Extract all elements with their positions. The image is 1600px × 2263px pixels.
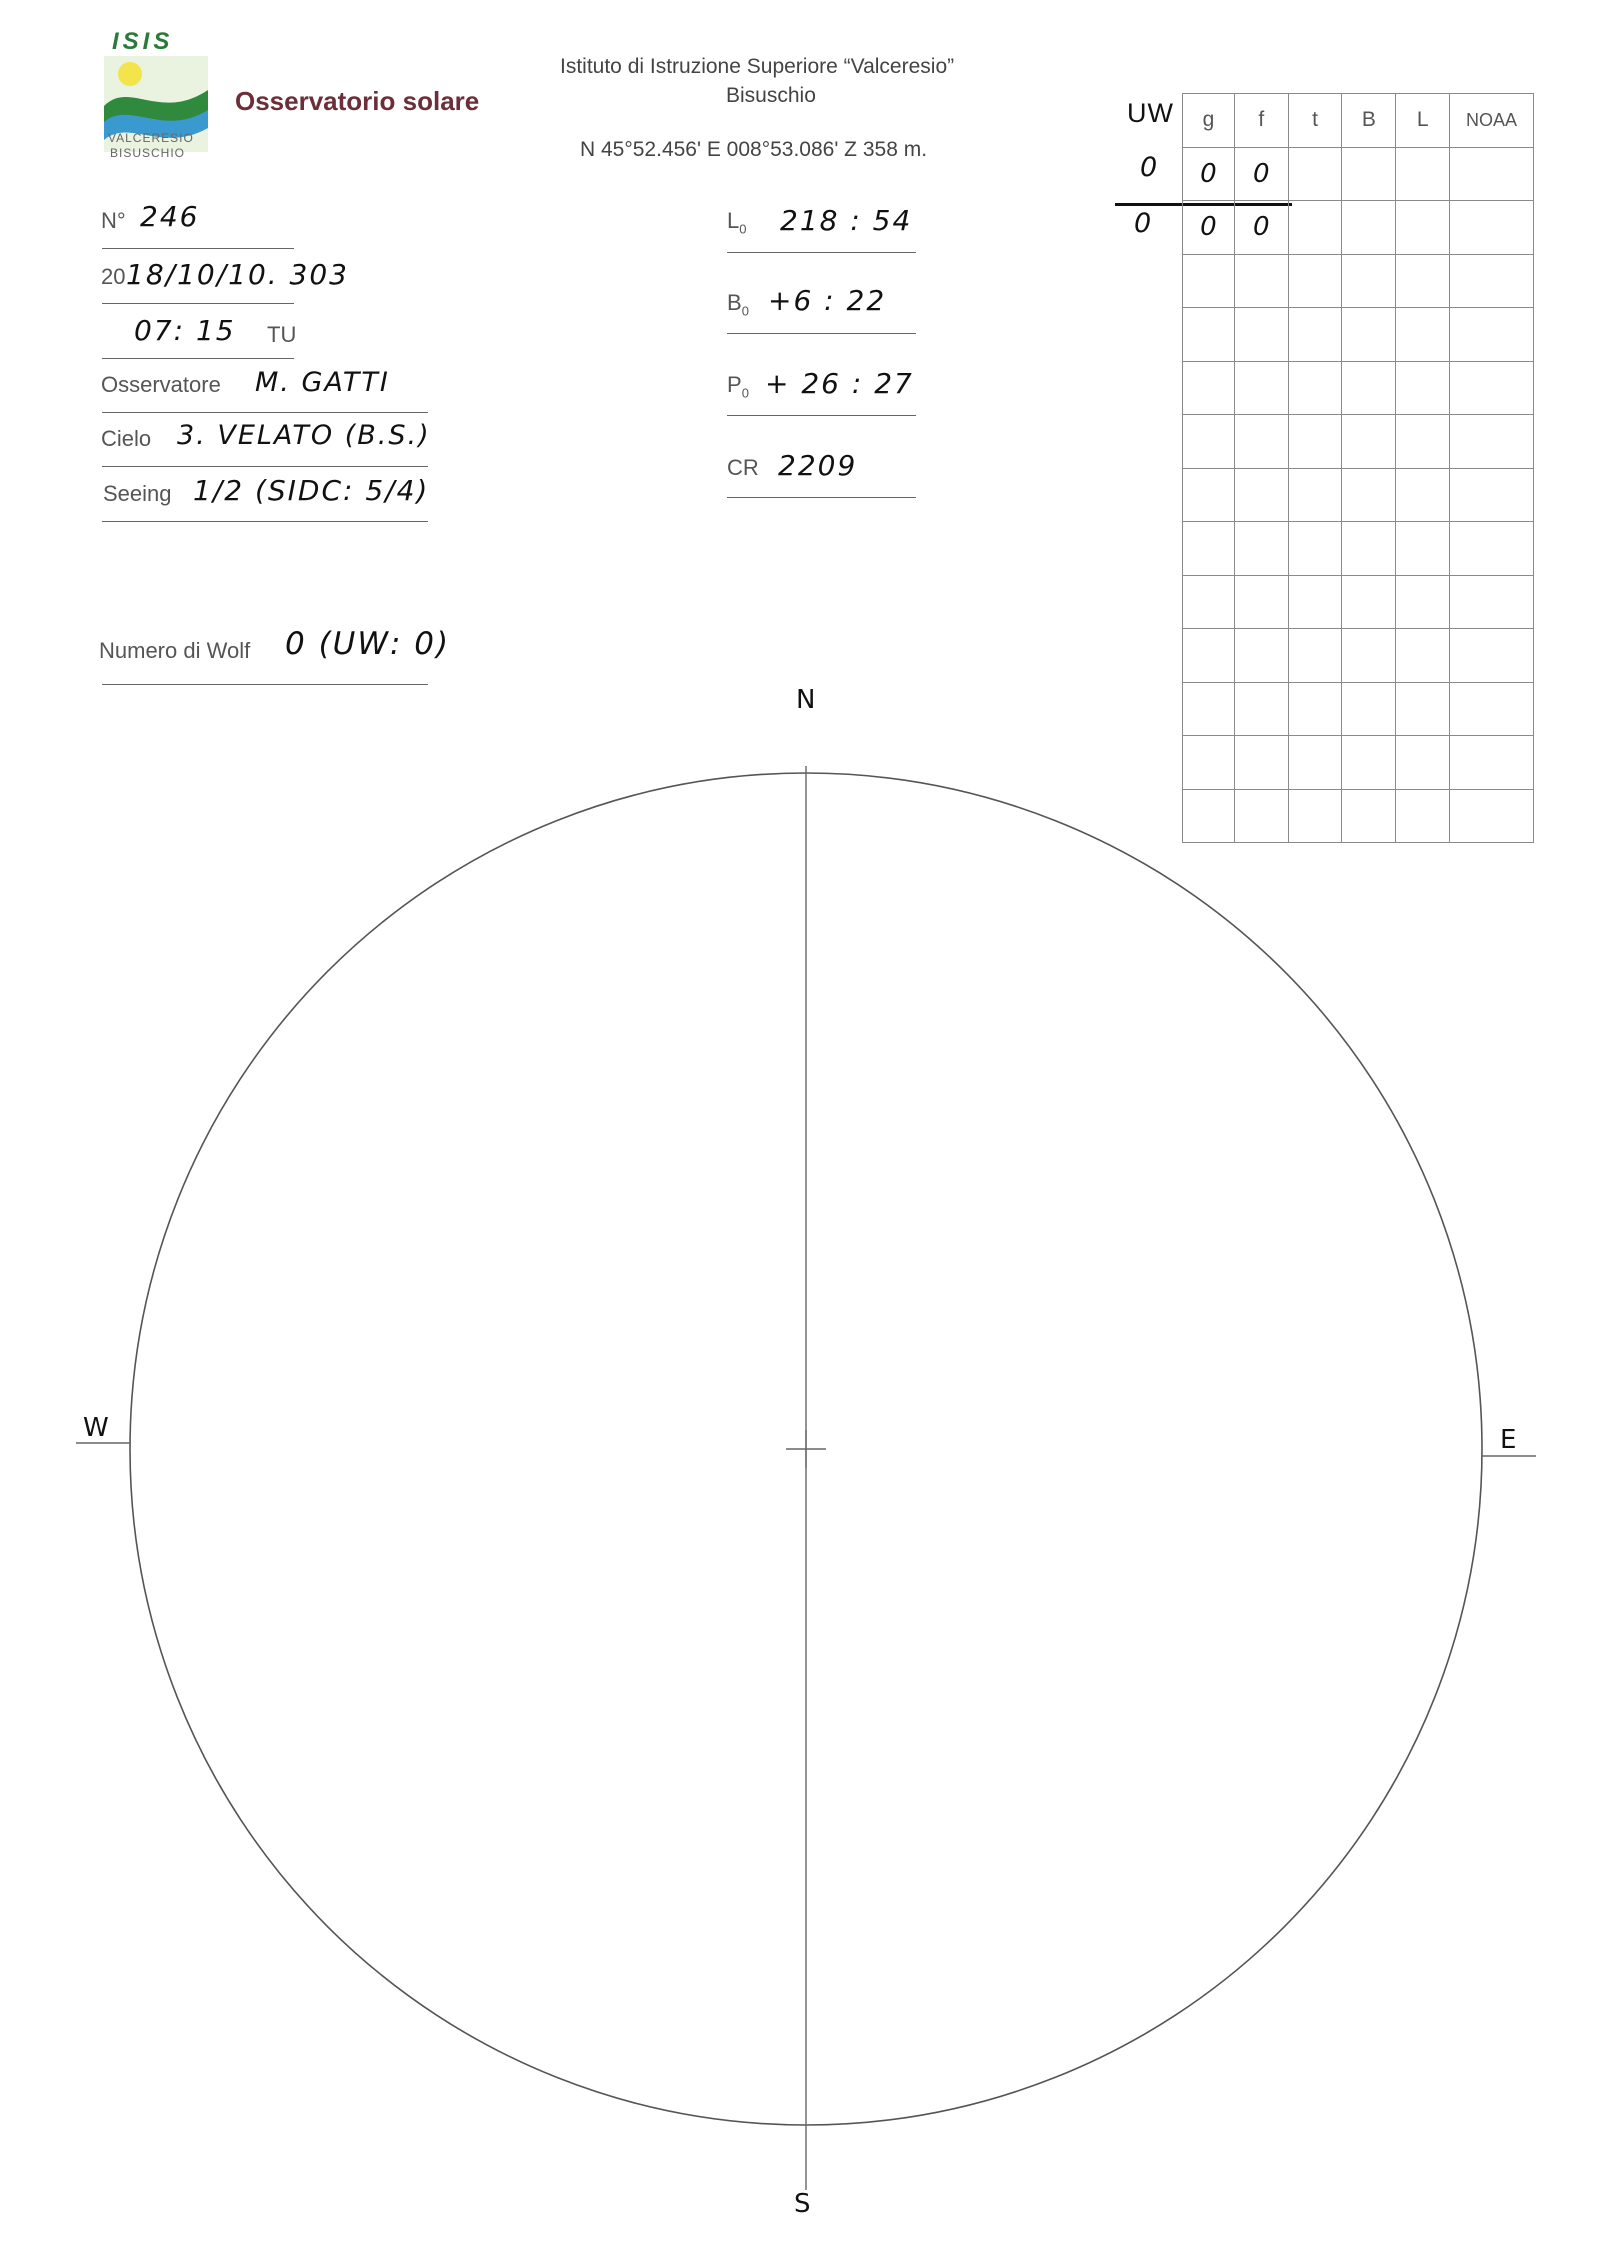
logo-subtitle-1: VALCERESIO <box>108 131 194 145</box>
uw-header: UW <box>1127 98 1174 128</box>
date-prefix: 20 <box>101 264 126 289</box>
p0-value: + 26 : 27 <box>765 367 914 400</box>
observatory-coordinates: N 45°52.456' E 008°53.086' Z 358 m. <box>580 138 928 161</box>
header-noaa: NOAA <box>1450 94 1534 148</box>
header-f: f <box>1234 94 1288 148</box>
sky-label: Cielo <box>101 426 152 451</box>
south-label: S <box>794 2189 811 2219</box>
institute-name: Istituto di Istruzione Superiore “Valceresio” <box>560 55 955 78</box>
row2-g: 0 <box>1183 201 1235 255</box>
number-label: N° <box>101 208 126 233</box>
time-value: 07: 15 <box>134 314 236 347</box>
row1-g: 0 <box>1183 147 1235 201</box>
header-t: t <box>1288 94 1342 148</box>
seeing-label: Seeing <box>103 481 172 506</box>
uw-row2-value: 0 <box>1134 208 1154 239</box>
l0-value: 218 : 54 <box>780 204 913 237</box>
number-value: 246 <box>140 200 200 233</box>
cr-value: 2209 <box>778 449 858 482</box>
b0-value: +6 : 22 <box>768 284 887 317</box>
p0-label: $P_0$ <box>727 372 749 401</box>
east-label: E <box>1500 1425 1517 1455</box>
north-label: N <box>796 685 816 715</box>
observer-value: M. GATTI <box>255 367 390 398</box>
observatory-title: Osservatorio solare <box>235 86 480 116</box>
row1-f: 0 <box>1234 147 1288 201</box>
uw-row1-value: 0 <box>1140 152 1160 183</box>
wolf-number-label: Numero di Wolf <box>99 638 251 663</box>
institute-town: Bisuschio <box>726 84 816 107</box>
header-l: L <box>1396 94 1450 148</box>
cr-label: CR <box>727 455 759 480</box>
logo-subtitle-2: BISUSCHIO <box>110 146 186 160</box>
time-unit: TU <box>267 322 297 347</box>
west-label: W <box>83 1413 109 1443</box>
date-value: 18/10/10. 303 <box>126 258 349 291</box>
observer-label: Osservatore <box>101 372 221 397</box>
logo-text: ISIS <box>112 28 174 55</box>
header-g: g <box>1183 94 1235 148</box>
header-b: B <box>1342 94 1396 148</box>
wolf-number-value: 0 (UW: 0) <box>285 626 451 662</box>
row2-f: 0 <box>1234 201 1288 255</box>
sky-value: 3. VELATO (B.S.) <box>177 420 431 451</box>
seeing-value: 1/2 (SIDC: 5/4) <box>193 474 430 507</box>
b0-label: $B_0$ <box>727 290 749 319</box>
l0-label: $L_0$ <box>727 208 747 237</box>
